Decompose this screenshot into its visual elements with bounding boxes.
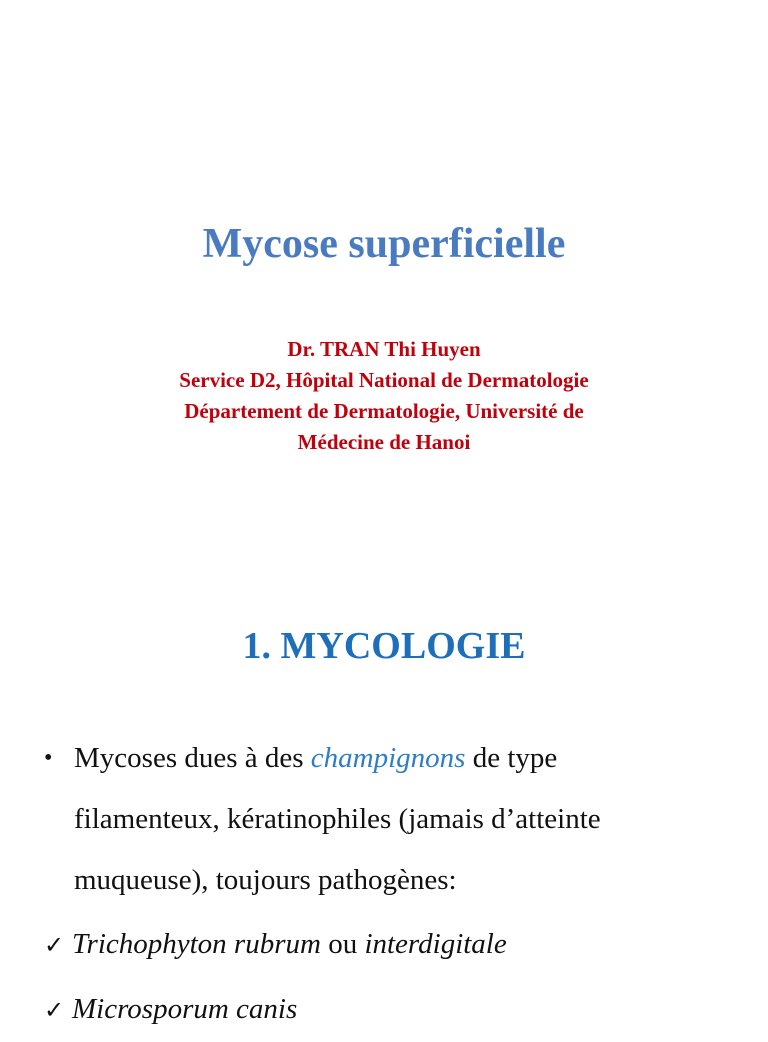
bullet-text-end: de type <box>465 742 558 774</box>
affiliation-department-line1: Département de Dermatologie, Université de <box>184 399 584 423</box>
bullet-text-start: Mycoses dues à des <box>74 742 311 774</box>
author-name: Dr. TRAN Thi Huyen <box>287 337 481 361</box>
bullet-text <box>74 728 744 911</box>
checkmark-icon: ✓ <box>44 996 65 1024</box>
bullet-item <box>44 728 744 911</box>
bullet-line-3: muqueuse), toujours pathogènes: <box>74 864 457 896</box>
check-item-species: Microsporum canis <box>72 993 298 1025</box>
affiliation-department-line2: Médecine de Hanoi <box>297 430 471 454</box>
section-title: 1. MYCOLOGIE <box>242 625 526 667</box>
check-item-species: Trichophyton rubrum <box>72 928 321 960</box>
bullet-dot-icon: • <box>44 745 53 771</box>
check-list <box>44 912 744 1042</box>
bullet-line-2: filamenteux, kératinophiles (jamais d’atteinte <box>74 803 601 835</box>
check-item <box>44 977 744 1042</box>
affiliation-service: Service D2, Hôpital National de Dermatologie <box>179 368 589 392</box>
check-item <box>44 912 744 977</box>
checkmark-icon: ✓ <box>44 931 65 959</box>
slide-title: Mycose superficielle <box>202 221 566 267</box>
check-item-species-alt: interdigitale <box>364 928 507 960</box>
author-block <box>0 334 768 458</box>
bullet-highlight-term: champignons <box>310 742 466 774</box>
check-item-connector: ou <box>320 928 365 960</box>
